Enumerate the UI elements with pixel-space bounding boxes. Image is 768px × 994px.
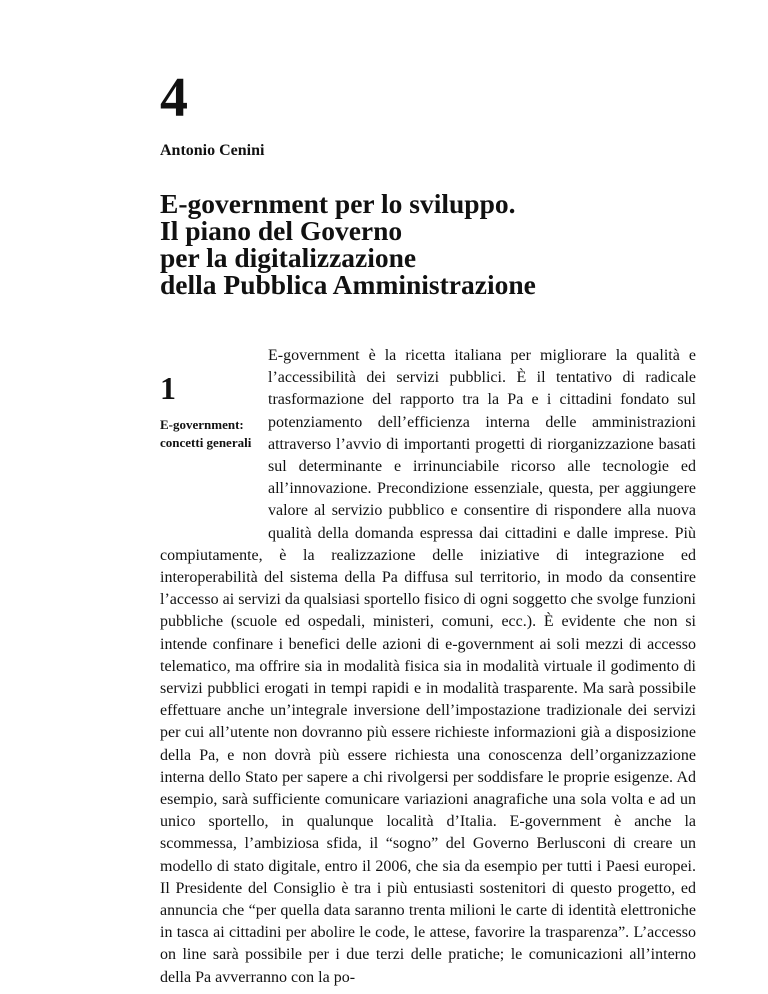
margin-spacer — [160, 345, 268, 544]
chapter-title-line: E-government per lo sviluppo. — [160, 188, 516, 219]
chapter-number: 4 — [160, 67, 188, 129]
chapter-title — [160, 190, 720, 298]
section-label-line: E-government: — [160, 417, 244, 432]
section-number: 1 — [160, 370, 176, 406]
chapter-title-line: Il piano del Governo — [160, 215, 403, 246]
chapter-title-line: della Pubblica Amministrazione — [160, 269, 536, 300]
chapter-title-line: per la digitalizzazione — [160, 242, 417, 273]
section-label-line: concetti generali — [160, 435, 252, 450]
chapter-author: Antonio Cenini — [160, 142, 265, 159]
section-body — [160, 345, 696, 989]
body-paragraph: E-government è la ricetta italiana per migliorare la qualità e l’accessibilità dei servizi pubblici. È il tentativo di radicale trasformazione del rapporto tra la Pa e i cittadini fondato sul potenziamento dell’efficienza interna delle amministrazioni attraverso l’avvio di importanti progetti di riorganizzazione basati sul determinante e irrinunciabile ricorso alle tecnologie ed all’innovazione. Precondizione essenziale, questa, per aggiungere valore al servizio pubblico e consentire di rispondere alla nuova qualità della domanda espressa dai cittadini e dalle imprese. Più compiutamente, è la realizzazione delle iniziative di integrazione ed interoperabilità del sistema della Pa diffusa sul territorio, in modo da consentire l’accesso ai servizi da qualsiasi sportello fisico di ogni soggetto che svolge funzioni pubbliche (scuole ed ospedali, ministeri, comuni, ecc.). È evidente che non si intende confinare i benefici delle azioni di e-government ai soli mezzi di accesso telematico, ma offrire sia in modalità fisica sia in modalità virtuale il godimento di servizi pubblici erogati in tempi rapidi e in modalità trasparente. Ma sarà possibile effettuare anche un’integrale inversione dell’impostazione tradizionale dei servizi per cui all’utente non dovranno più essere richieste informazioni già a disposizione della Pa, e non dovrà più essere richiesta una conoscenza dell’organizzazione interna dello Stato per sapere a chi rivolgersi per soddisfare le proprie esigenze. Ad esempio, sarà sufficiente comunicare variazioni anagrafiche una sola volta e ad un unico sportello, in qualunque località d’Italia. E-government è anche la scommessa, l’ambiziosa sfida, il “sogno” del Governo Berlusconi di creare un modello di stato digitale, entro il 2006, che sia da esempio per tutti i Paesi europei. Il Presidente del Consiglio è tra i più entusiasti sostenitori di questo progetto, ed annuncia che “per quella data saranno trenta milioni le carte di identità elettroniche in tasca ai cittadini per abolire le code, le attese, favorire la trasparenza”. L’accesso on line sarà possibile per i due terzi delle pratiche; le comunicazioni all’interno della Pa avverranno con la po- — [160, 347, 696, 986]
